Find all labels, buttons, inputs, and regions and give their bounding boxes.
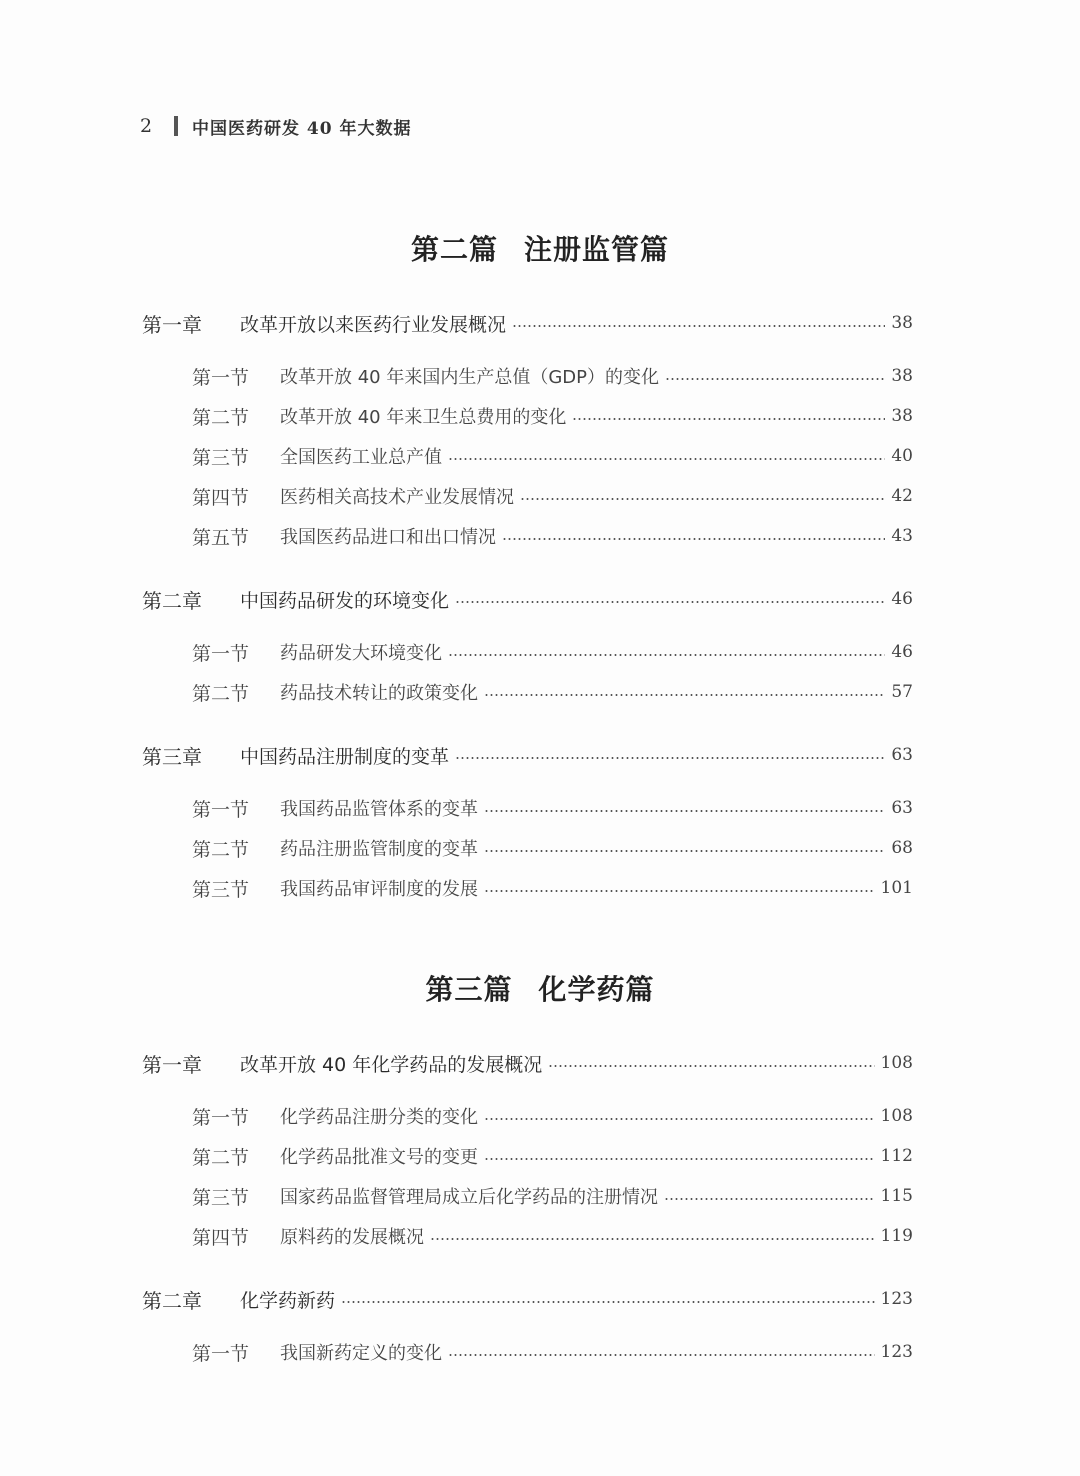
page-ref: 108 xyxy=(880,1053,913,1073)
dot-leader xyxy=(484,694,885,696)
page-ref: 115 xyxy=(880,1186,913,1206)
page-ref: 38 xyxy=(891,406,913,426)
toc-section[interactable]: 第一节 改革开放 40 年来国内生产总值（GDP）的变化 38 xyxy=(192,366,913,389)
dot-leader xyxy=(548,1065,874,1067)
page-ref: 112 xyxy=(880,1146,913,1166)
part-title: 第二篇 注册监管篇 xyxy=(410,233,670,266)
dot-leader xyxy=(484,850,885,852)
toc-section[interactable]: 第二节 改革开放 40 年来卫生总费用的变化 38 xyxy=(192,406,913,429)
toc-section[interactable]: 第三节 国家药品监督管理局成立后化学药品的注册情况 115 xyxy=(192,1186,913,1209)
page-ref: 108 xyxy=(880,1106,913,1126)
dot-leader xyxy=(341,1301,875,1303)
toc-section[interactable]: 第三节 全国医药工业总产值 40 xyxy=(192,446,913,469)
toc-section[interactable]: 第二节 药品注册监管制度的变革 68 xyxy=(192,838,913,861)
dot-leader xyxy=(664,1198,875,1200)
toc-section[interactable]: 第一节 我国新药定义的变化 123 xyxy=(192,1342,913,1365)
page-ref: 63 xyxy=(891,745,913,765)
toc-chapter[interactable]: 第二章 化学药新药 123 xyxy=(142,1288,913,1313)
toc-section[interactable]: 第四节 原料药的发展概况 119 xyxy=(192,1226,913,1249)
dot-leader xyxy=(448,1354,875,1356)
page-number: 2 xyxy=(140,115,153,137)
page-ref: 46 xyxy=(891,589,913,609)
toc-section[interactable]: 第二节 药品技术转让的政策变化 57 xyxy=(192,682,913,705)
dot-leader xyxy=(484,810,885,812)
page-ref: 63 xyxy=(891,798,913,818)
page-ref: 123 xyxy=(880,1289,913,1309)
page-ref: 57 xyxy=(891,682,913,702)
dot-leader xyxy=(484,1118,875,1120)
dot-leader xyxy=(520,498,885,500)
dot-leader xyxy=(484,1158,875,1160)
page-ref: 123 xyxy=(880,1342,913,1362)
toc-section[interactable]: 第一节 我国药品监管体系的变革 63 xyxy=(192,798,913,821)
page-ref: 38 xyxy=(891,366,913,386)
dot-leader xyxy=(448,458,885,460)
page-ref: 119 xyxy=(880,1226,913,1246)
dot-leader xyxy=(430,1238,875,1240)
toc-chapter[interactable]: 第一章 改革开放以来医药行业发展概况 38 xyxy=(142,312,913,337)
toc-section[interactable]: 第四节 医药相关高技术产业发展情况 42 xyxy=(192,486,913,509)
page-ref: 38 xyxy=(891,313,913,333)
toc-section[interactable]: 第三节 我国药品审评制度的发展 101 xyxy=(192,878,913,901)
page-ref: 42 xyxy=(891,486,913,506)
dot-leader xyxy=(448,654,885,656)
dot-leader xyxy=(502,538,885,540)
page-ref: 46 xyxy=(891,642,913,662)
running-header xyxy=(140,114,412,138)
dot-leader xyxy=(572,418,885,420)
header-divider xyxy=(174,116,178,136)
page-ref: 43 xyxy=(891,526,913,546)
dot-leader xyxy=(665,378,885,380)
toc-chapter[interactable]: 第二章 中国药品研发的环境变化 46 xyxy=(142,588,913,613)
dot-leader xyxy=(512,325,885,327)
toc-chapter[interactable]: 第三章 中国药品注册制度的变革 63 xyxy=(142,744,913,769)
toc-section[interactable]: 第一节 药品研发大环境变化 46 xyxy=(192,642,913,665)
toc-section[interactable]: 第一节 化学药品注册分类的变化 108 xyxy=(192,1106,913,1129)
page-ref: 40 xyxy=(891,446,913,466)
page-ref: 68 xyxy=(891,838,913,858)
page-ref: 101 xyxy=(880,878,913,898)
toc-section[interactable]: 第五节 我国医药品进口和出口情况 43 xyxy=(192,526,913,549)
toc-section[interactable]: 第二节 化学药品批准文号的变更 112 xyxy=(192,1146,913,1169)
part-title: 第三篇 化学药篇 xyxy=(425,973,655,1006)
dot-leader xyxy=(455,757,885,759)
dot-leader xyxy=(455,601,885,603)
toc-chapter[interactable]: 第一章 改革开放 40 年化学药品的发展概况 108 xyxy=(142,1052,913,1077)
dot-leader xyxy=(484,890,875,892)
running-title: 中国医药研发 40 年大数据 xyxy=(192,118,412,139)
